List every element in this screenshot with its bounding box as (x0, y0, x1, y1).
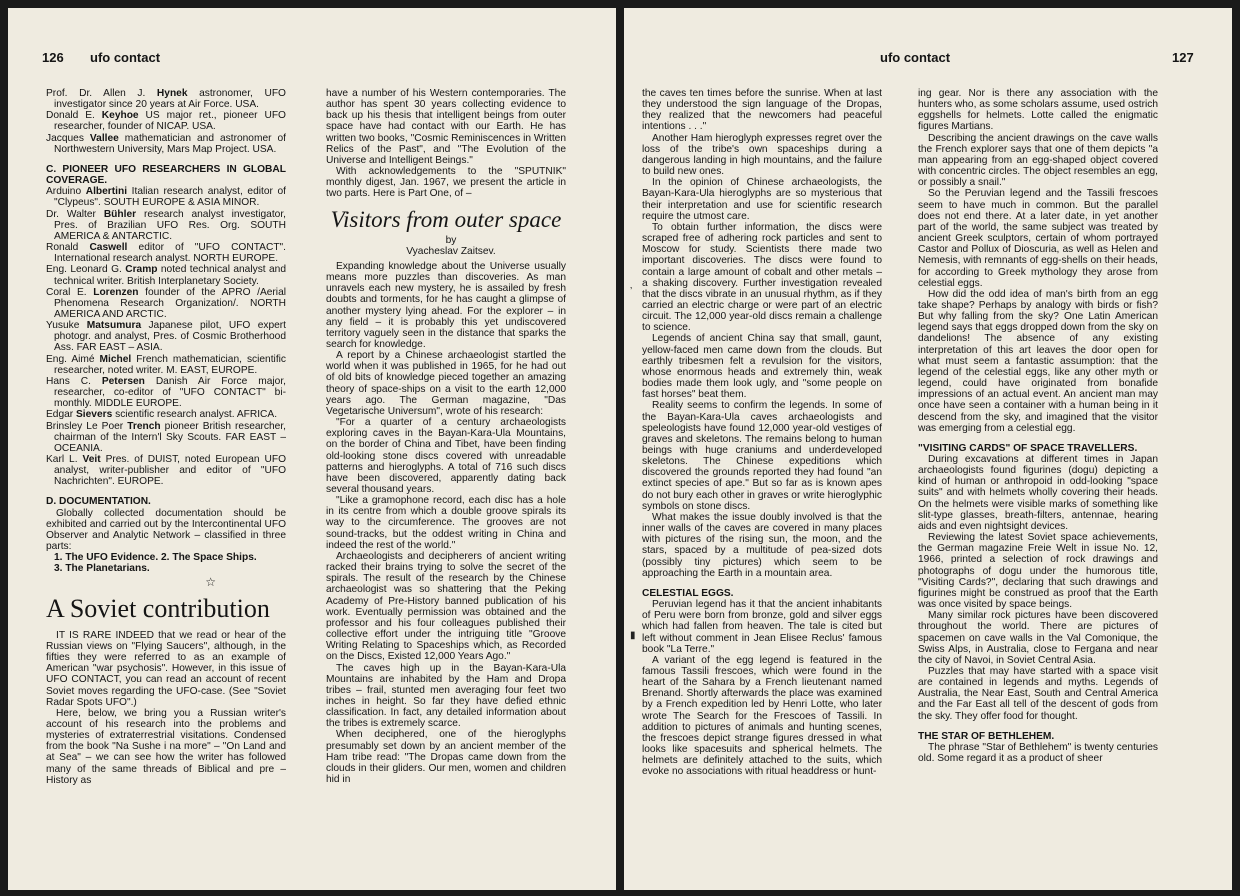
right-column-2 (918, 88, 1158, 888)
right-column-1 (642, 88, 882, 888)
researcher-entry (46, 133, 286, 155)
researcher-entry (46, 454, 286, 487)
entry-text: Pres. of DUIST, noted European UFO analyst, writer-publisher and editor of "UFO Nachrichten". EUROPE. (54, 454, 286, 488)
story-paragraph: The phrase "Star of Bethlehem" is twenty centuries old. Some regard it as a product of sheer (918, 741, 1158, 765)
entry-prefix: Dr. Walter (46, 208, 104, 220)
entry-name: Matsumura (86, 320, 142, 332)
story-paragraph: In the opinion of Chinese archaeologists, the Bayan-Kara-Ula hieroglyphs are so mysterious that their interpretation and use for scientific research require the utmost care. (642, 177, 882, 222)
entry-text: noted technical analyst and technical writer. British Interplanetary Society. (54, 264, 286, 287)
story-paragraph: "For a quarter of a century archaeologists exploring caves in the Bayan-Kara-Ula Mountains, on the border of China and Tibet, have been finding old-looking stone discs covered with unreadable patterns and hieroglyphs. A total of 716 such discs have been discovered, apparently dating back several thousand years. (326, 417, 566, 495)
lead-paragraph: have a number of his Western contemporaries. The author has spent 30 years collecting evidence to back up his thesis that intelligent beings from outer space have had contact with our Earth. He has written two books, "Cosmic Reminiscences in Written Relics of the Past", and "The Evolution of the Universe and Intelligent Beings." (326, 88, 566, 166)
entry-prefix: Hans C. (46, 375, 102, 387)
entry-prefix: Prof. Dr. Allen J. (46, 88, 157, 99)
entry-text: US major ret., pioneer UFO researcher, founder of NICAP. USA. (54, 110, 286, 133)
entry-name: Lorenzen (93, 286, 139, 298)
story-paragraph: the caves ten times before the sunrise. When at last they understood the sign language of the Dropas, they realized that the newcomers had peaceful intentions . . ." (642, 88, 882, 133)
entry-text: editor of "UFO CONTACT". International research analyst. NORTH EUROPE. (54, 242, 286, 265)
story-paragraph: So the Peruvian legend and the Tassili frescoes seem to have much in common. But the parallel does not end there. At a later date, in yet another part of the world, the same subject was treated by ancient Greek sculptors, certain of whom portrayed Castor and Pollux of Dioscuria, as well as Helen and Nemesis, with remnants of egg-shells on their heads, for according to Greek mythology they arose from celestial eggs. (918, 188, 1158, 289)
running-head: ufo contact (90, 50, 161, 65)
story-paragraph: Reviewing the latest Soviet space achievements, the German magazine Freie Welt in issue No. 12, 1966, printed a selection of rock drawings and photographs of dogu under the humorous title, "Visiting Cards?", declaring that such drawings and figurines might be construed as proof that the Earth was once visited by space beings. (918, 532, 1158, 611)
right-page (624, 8, 1232, 890)
entry-prefix: Karl L. (46, 454, 83, 465)
entry-text: French mathematician, scientific researcher, noted writer. M. EAST, EUROPE. (54, 353, 286, 376)
visiting-heading: "VISITING CARDS" OF SPACE TRAVELLERS. (918, 442, 1138, 454)
story-paragraph: Describing the ancient drawings on the cave walls the French explorer says that one of them depicts "a man appearing from an egg-shaped object covered with concentric circles. The object resembles an egg, or possibly a snail." (918, 132, 1158, 189)
entry-name: Bühler (103, 208, 137, 220)
lead-paragraph: With acknowledgements to the "SPUTNIK" monthly digest, Jan. 1967, we present the article in two parts. Here is Part One, of – (326, 166, 566, 200)
section-d-parts-line1 (46, 552, 286, 563)
entry-name: Keyhoe (101, 110, 139, 122)
entry-name: Petersen (101, 375, 145, 387)
article-paragraph: IT IS RARE INDEED that we read or hear of the Russian views on "Flying Saucers", although, in the fifties they were referred to as an example of American "war psychosis". However, in this issue of UFO CONTACT, you can read an account of recent Soviet moves regarding the UFO-case. (See "Soviet Radar Spots UFO".) (46, 629, 286, 708)
story-by: by (445, 234, 457, 246)
story-paragraph: Puzzles that may have started with a space visit are contained in legends and myths. Legends of Australia, the Near East, South and Central America and the Far East all tell of the descent of gods from the sky. They offer food for thought. (918, 665, 1158, 722)
celestial-heading: CELESTIAL EGGS. (642, 587, 734, 599)
section-d-text: Globally collected documentation should be exhibited and carried out by the Intercontinental UFO Observer and Analytic Network – classified in three parts: (46, 507, 286, 553)
article-paragraph: Here, below, we bring you a Russian writer's account of his research into the problems and mysteries of extraterrestrial visitations. Condensed from the book "Na Sushe i na more" – "On Land and at Sea" – we can see how the writer has followed many of the same threads of Biblical and pre – History as (46, 707, 286, 786)
story-paragraph: Reality seems to confirm the legends. In some of the Bayan-Kara-Ula caves archaeologists and speleologists have found 12,000 year-old vestiges of graves and skeletons. The remains belong to human beings with huge craniums and underdeveloped skeletons. The Chinese expeditions which discovered the grounds reported they had found "an extinct species of ape." But so far as is known apes do not bury each other in graves or write hieroglyphic symbols on stone discs. (642, 400, 882, 512)
story-paragraph: When deciphered, one of the hieroglyphs presumably set down by an ancient member of the Ham tribe read: "The Dropas came down from the clouds in their gliders. Our men, women and children hid in (326, 729, 566, 786)
researcher-entry (46, 186, 286, 208)
story-paragraph: Legends of ancient China say that small, gaunt, yellow-faced men came down from the clouds. But earthly tribesmen felt a revulsion for the visitors, whose enormous heads and extremely thin, weak bodies made them look ugly, and "some people on fast horses" beat them. (642, 333, 882, 401)
researcher-entry (46, 264, 286, 286)
story-title: Visitors from outer space (330, 206, 562, 232)
entry-text: mathematician and astronomer of Northwestern University, Mars Map Project. USA. (54, 132, 286, 155)
left-column-2 (326, 88, 566, 888)
researcher-entry (46, 287, 286, 320)
researcher-entry (46, 354, 286, 376)
entry-prefix: Eng. Aimé (46, 353, 100, 365)
entry-prefix: Eng. Leonard G. (46, 264, 126, 276)
entry-text: astronomer, UFO investigator since 20 years at Air Force. USA. (54, 88, 286, 111)
entry-text: Italian research analyst, editor of "Clypeus". SOUTH EUROPE & ASIA MINOR. (54, 186, 286, 209)
entry-prefix: Brinsley Le Poer (46, 420, 128, 432)
story-paragraph: To obtain further information, the discs were scraped free of adhering rock particles and sent to Moscow for study. Scientists there made two important discoveries. The discs were found to contain a large amount of cobalt and other metals – a shaking discovery. Further investigation revealed that the discs vibrate in an unusual rhythm, as if they carried an electric charge or were part of an electric circuit. The 12,000 year-old discs remain a challenge to science. (642, 221, 882, 334)
left-page (8, 8, 616, 890)
entry-name: Sievers (76, 409, 113, 421)
entry-name: Trench (127, 420, 161, 432)
section-c-heading: C. PIONEER UFO RESEARCHERS IN GLOBAL COVERAGE. (46, 163, 286, 187)
researcher-entry (46, 376, 286, 409)
researcher-entry (46, 242, 286, 264)
page-number: 126 (42, 50, 64, 65)
entry-prefix: Jacques (46, 132, 90, 144)
entry-prefix: Arduino (46, 186, 86, 198)
story-paragraph: Expanding knowledge about the Universe usually means more puzzles than discoveries. As man unravels each new mystery, he is assailed by fresh doubts and torments, for he has caught a glimpse of another mystery lying ahead. For the explorer – in any field – it is probably this yet undiscovered territory vaguely seen in the distance that sparks the search for knowledge. (326, 260, 566, 350)
researcher-entry (46, 320, 286, 353)
researcher-entry (46, 409, 286, 420)
entry-name: Albertini (85, 186, 128, 198)
entry-prefix: Yusuke (46, 320, 87, 332)
entry-name: Cramp (125, 264, 158, 276)
story-paragraph: What makes the issue doubly involved is that the inner walls of the caves are covered in many places with pictures of the rising sun, the moon, and the stars, spaced by a multitude of pea-sized dots (possibly tiny pictures) which seem to be approaching the Earth in a mountain area. (642, 511, 882, 579)
researcher-entry (46, 110, 286, 132)
entry-name: Veit (82, 454, 101, 465)
page-number: 127 (1172, 50, 1194, 65)
bethlehem-heading: THE STAR OF BETHLEHEM. (918, 730, 1055, 742)
entry-text: founder of the APRO /Aerial Phenomena Research Organization/. NORTH AMERICA AND ARCTIC. (54, 286, 286, 320)
story-paragraph: Many similar rock pictures have been discovered throughout the world. There are pictures of spacemen on cave walls in the Val Comonique, the Swiss Alps, in Australia, close to Fergana and near the city of Navoi, in Soviet Central Asia. (918, 610, 1158, 666)
entry-text: scientific research analyst. AFRICA. (112, 409, 278, 421)
story-paragraph: Another Ham hieroglyph expresses regret over the loss of the tribe's own spaceships during a dangerous landing in high mountains, and the failure to build new ones. (642, 132, 882, 178)
running-head: ufo contact (880, 50, 951, 65)
story-paragraph: ing gear. Nor is there any association with the hunters who, as some scholars assume, used ostrich eggshells for helmets. Lotte called the enigmatic figures Martians. (918, 88, 1158, 133)
researcher-entry (46, 209, 286, 242)
entry-prefix: Coral E. (46, 286, 94, 298)
section-d-heading: D. DOCUMENTATION. (46, 496, 151, 508)
entry-prefix: Donald E. (46, 110, 102, 122)
entry-name: Michel (99, 353, 132, 365)
entry-text: Danish Air Force major, researcher, co-editor of "UFO CONTACT" bi-monthly. MIDDLE EUROPE. (54, 375, 286, 410)
entry-prefix: Ronald (46, 242, 90, 254)
story-paragraph: A variant of the egg legend is featured in the famous Tassili frescoes, which were found in the heart of the Sahara by a French lieutenant named Brenand. Shortly afterwards the place was examined by a French expedition led by Henri Lotte, who later wrote The Search for the Frescoes of Tassili. In addition to pictures of animals and hunting scenes, the frescoes depict strange figures dressed in what looks like spacesuits and spherical helmets. The helmets are definitely attached to the suits, which evoke no associations with ritual headdress or hunt- (642, 654, 882, 778)
margin-mark: ▮ (630, 630, 636, 641)
researcher-entry (46, 88, 286, 110)
story-paragraph: The caves high up in the Bayan-Kara-Ula Mountains are inhabited by the Ham and Dropa tribes – frail, stunted men averaging four feet two inches in height. So far they have defied ethnic classification. In fact, any detailed information about the tribes is extremely scarce. (326, 662, 566, 730)
star-ornament: ☆ (205, 574, 216, 589)
entry-name: Caswell (89, 242, 128, 254)
story-paragraph: Archaeologists and decipherers of ancient writing racked their brains trying to solve the secret of the spirals. The result of the research by the Chinese archaeologist was so shattering that the Peking Academy of Pre-History banned publication of his work. Eventually permission was obtained and the professor and his four colleagues published their collective effort under the intriguing title "Groove Writing Relating to Spaceships which, as Recorded on the Discs, Existed 12,000 Years Ago." (326, 550, 566, 663)
entry-name: Vallee (89, 132, 119, 144)
entry-text: pioneer British researcher, chairman of the Intern'l Sky Scouts. FAR EAST – OCEANIA. (54, 420, 286, 454)
margin-mark: ‚ (630, 280, 633, 291)
entry-text: Japanese pilot, UFO expert photogr. and analyst, Pres. of Cosmic Brotherhood Ass. FAR EAST – ASIA. (54, 320, 286, 354)
story-author: Vyacheslav Zaitsev. (406, 245, 496, 257)
part-3: 3. The Planetarians. (54, 563, 150, 575)
part-2: 2. The Space Ships. (161, 552, 257, 564)
story-paragraph: During excavations at different times in Japan archaeologists found figurines (dogu) depicting a kind of human or anthropoid in odd-looking "space suits" and with helmets wholly covering their heads. On the helmets were visible marks of something like slit-type glasses, breath-filters, antennae, hearing aids and even nightsight devices. (918, 454, 1158, 532)
story-paragraph: How did the odd idea of man's birth from an egg take shape? Perhaps by analogy with birds or fish? But why falling from the sky? One Latin American legend says that eggs dropped down from the sky on dandelions! The absence of any existing interpretation of this art leaves the door open for what must seem a fantastic assumption: that the legend of the celestial eggs, like any other myth or legend, could have originated from bonafide impressions of an actual event. An ancient man may once have seen a container with a human being in it descend from the sky, and imagined that the visitor was emerging from a celestial egg. (918, 288, 1158, 434)
entry-prefix: Edgar (46, 409, 77, 421)
article-title: A Soviet contribution (46, 593, 270, 623)
entry-name: Hynek (156, 88, 188, 99)
story-paragraph: A report by a Chinese archaeologist startled the world when it was published in 1965, for he had out of old bits of knowledge pieced together an amazing theory of space-ships on a visit to the earth 12,000 years ago. The German magazine, "Das Vegetarische Universum", wrote of his research: (326, 350, 566, 417)
left-column-1 (46, 88, 286, 888)
researcher-entry (46, 421, 286, 454)
part-1: 1. The UFO Evidence. (54, 552, 159, 564)
entry-text: research analyst investigator, Pres. of Brazilian UFO Res. Org. SOUTH AMERICA & ANTARCTIC. (54, 208, 286, 242)
story-paragraph: Peruvian legend has it that the ancient inhabitants of Peru were born from bronze, gold and silver eggs which had fallen from heaven. The tale is cited but left without comment in Jean Elisee Reclus' famous book "La Terre." (642, 599, 882, 655)
story-paragraph: "Like a gramophone record, each disc has a hole in its centre from which a double groove spirals its way to the circumference. The grooves are not sound-tracks, but the oddest writing in China and indeed the rest of the world." (326, 495, 566, 551)
